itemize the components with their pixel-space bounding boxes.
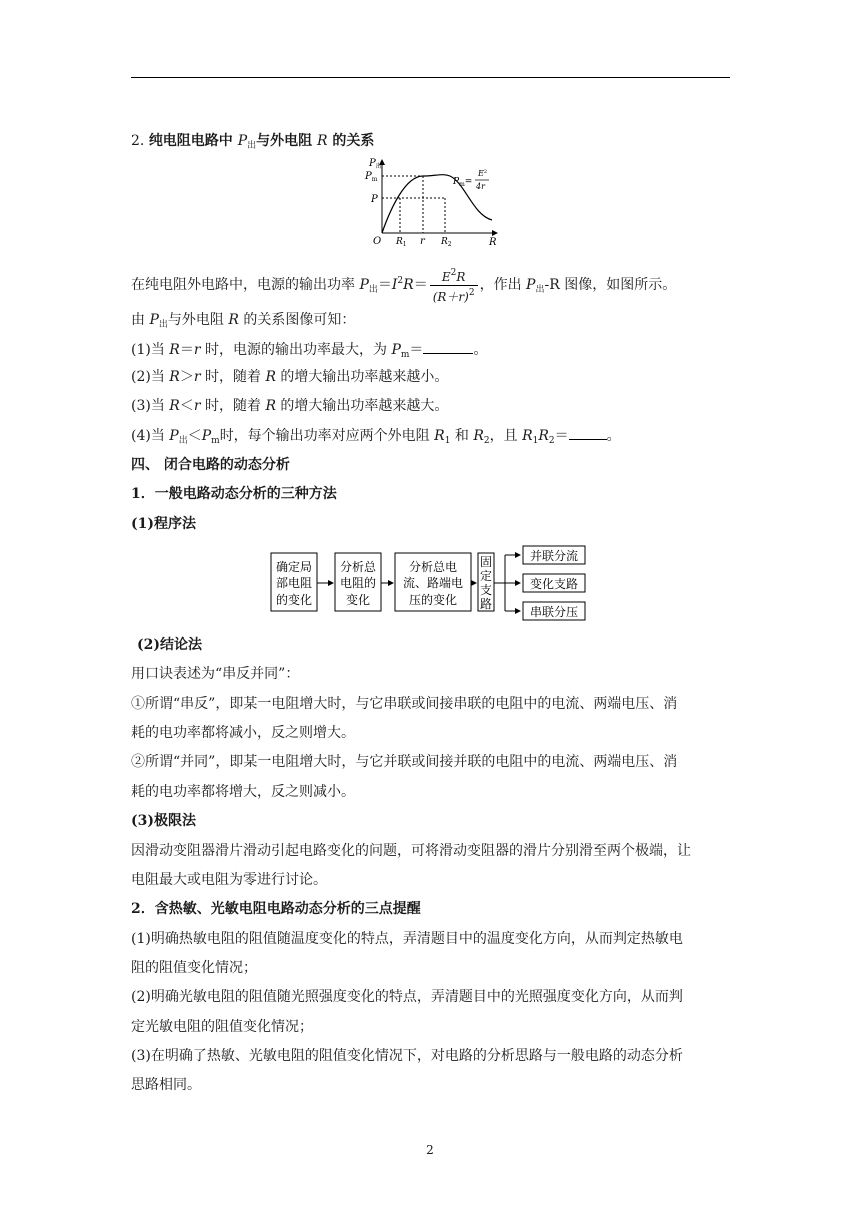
svg-text:路: 路 [479, 597, 493, 611]
reminder-2-line1: (2)明确光敏电阻的阻值随光照强度变化的特点，弄清题目中的光照强度变化方向，从而判 [131, 989, 683, 1005]
page-number: 2 [426, 1143, 434, 1157]
r1-label: $R_1$ [396, 237, 407, 248]
method-3-title: (3)极限法 [131, 813, 196, 829]
reminder-heading: 2．含热敏、光敏电阻电路动态分析的三点提醒 [131, 901, 421, 917]
svg-text:Pm=: $P_m=$ [453, 177, 473, 188]
reminder-1-line2: 阻的阻值变化情况； [131, 960, 257, 976]
method-2-title: (2)结论法 [137, 637, 202, 653]
svg-text:分析总: 分析总 [339, 560, 377, 574]
pm-formula [452, 169, 489, 191]
reminder-3-line1: (3)在明确了热敏、光敏电阻的阻值变化情况下，对电路的分析思路与一般电路的动态分析 [131, 1048, 683, 1064]
method-3-line1: 因滑动变阻器滑片滑动引起电路变化的问题，可将滑动变阻器的滑片分别滑至两个极端，让 [131, 843, 691, 859]
subsection-heading: 2. 纯电阻电路中 $P_出$与外电阻 R 的关系 [131, 133, 375, 151]
svg-text:定: 定 [479, 569, 493, 583]
y-axis-label: $P_出$ [369, 158, 382, 170]
method-2-point-b-line2: 耗的电功率都将增大，反之则减小。 [131, 784, 355, 800]
method-1-title: (1)程序法 [131, 516, 196, 532]
section-heading-4: 四、 闭合电路的动态分析 [131, 457, 290, 473]
conclusion-item-1: (1)当 R＝r 时，电源的输出功率最大，为 $P_m=$ 。 [131, 339, 487, 365]
procedure-flowchart [270, 544, 588, 622]
method-2-intro: 用口诀表述为“串反并同”： [131, 666, 300, 682]
svg-text:串联分压: 串联分压 [529, 605, 579, 619]
x-axis-label: R [489, 237, 497, 248]
method-heading: 1．一般电路动态分析的三种方法 [131, 486, 337, 502]
answer-blank-r1r2[interactable] [569, 425, 607, 440]
svg-text:固: 固 [479, 555, 493, 569]
conclusion-item-4: (4)当 $P_出<P_m$时，每个输出功率对应两个外电阻 $R_1$ 和 $R_2$，且 $R_1R_2=$ 。 [131, 425, 621, 451]
svg-text:支: 支 [479, 583, 493, 597]
method-2-point-b-line1: ②所谓“并同”，即某一电阻增大时，与它并联或间接并联的电阻中的电流、两端电压、消 [131, 754, 678, 770]
r2-label: $R_2$ [441, 237, 452, 248]
svg-text:4r: 4r [476, 182, 485, 191]
reminder-3-line2: 思路相同。 [131, 1077, 201, 1093]
graph-conclusion-intro: 由 $P_出$与外电阻 R 的关系图像可知： [131, 312, 356, 330]
power-resistance-graph [355, 155, 505, 250]
svg-text:E2: $E^2$ [478, 169, 488, 178]
conclusion-item-2: (2)当 R＞r 时，随着 R 的增大输出功率越来越小。 [131, 369, 449, 385]
origin-label: O [373, 236, 382, 247]
method-2-point-a-line2: 耗的电功率都将减小，反之则增大。 [131, 725, 355, 741]
svg-text:分析总电: 分析总电 [408, 560, 458, 574]
svg-text:变化支路: 变化支路 [529, 577, 579, 591]
svg-text:的变化: 的变化 [275, 593, 313, 607]
reminder-1-line1: (1)明确热敏电阻的阻值随温度变化的特点，弄清题目中的温度变化方向，从而判定热敏电 [131, 931, 683, 947]
svg-text:确定局: 确定局 [275, 560, 313, 574]
power-fraction: $\frac{E^2R}{(R+r)^2}$ [430, 266, 478, 305]
reminder-2-line2: 定光敏电阻的阻值变化情况； [131, 1019, 313, 1035]
svg-text:部电阻: 部电阻 [275, 576, 313, 590]
method-2-point-a-line1: ①所谓“串反”，即某一电阻增大时，与它串联或间接串联的电阻中的电流、两端电压、消 [131, 696, 678, 712]
answer-blank-pm[interactable] [423, 339, 473, 354]
pm-label: $P_m$ [365, 171, 378, 183]
r-label: r [420, 236, 425, 247]
conclusion-item-3: (3)当 R＜r 时，随着 R 的增大输出功率越来越大。 [131, 398, 449, 414]
svg-text:变化: 变化 [345, 593, 371, 607]
svg-text:并联分流: 并联分流 [529, 549, 579, 563]
method-3-line2: 电阻最大或电阻为零进行讨论。 [131, 872, 327, 888]
header-rule [131, 77, 730, 78]
output-power-formula: 在纯电阻外电路中，电源的输出功率 $P_出=I^2R=$ $\frac{E^2R}{(R+r)^2}$ ，作出 $P_出-R$ 图像，如图所示。 [131, 267, 677, 304]
svg-text:压的变化: 压的变化 [408, 593, 458, 607]
svg-text:流、路端电: 流、路端电 [402, 576, 464, 590]
svg-text:电阻的: 电阻的 [339, 576, 377, 590]
p-label: P [371, 194, 378, 205]
